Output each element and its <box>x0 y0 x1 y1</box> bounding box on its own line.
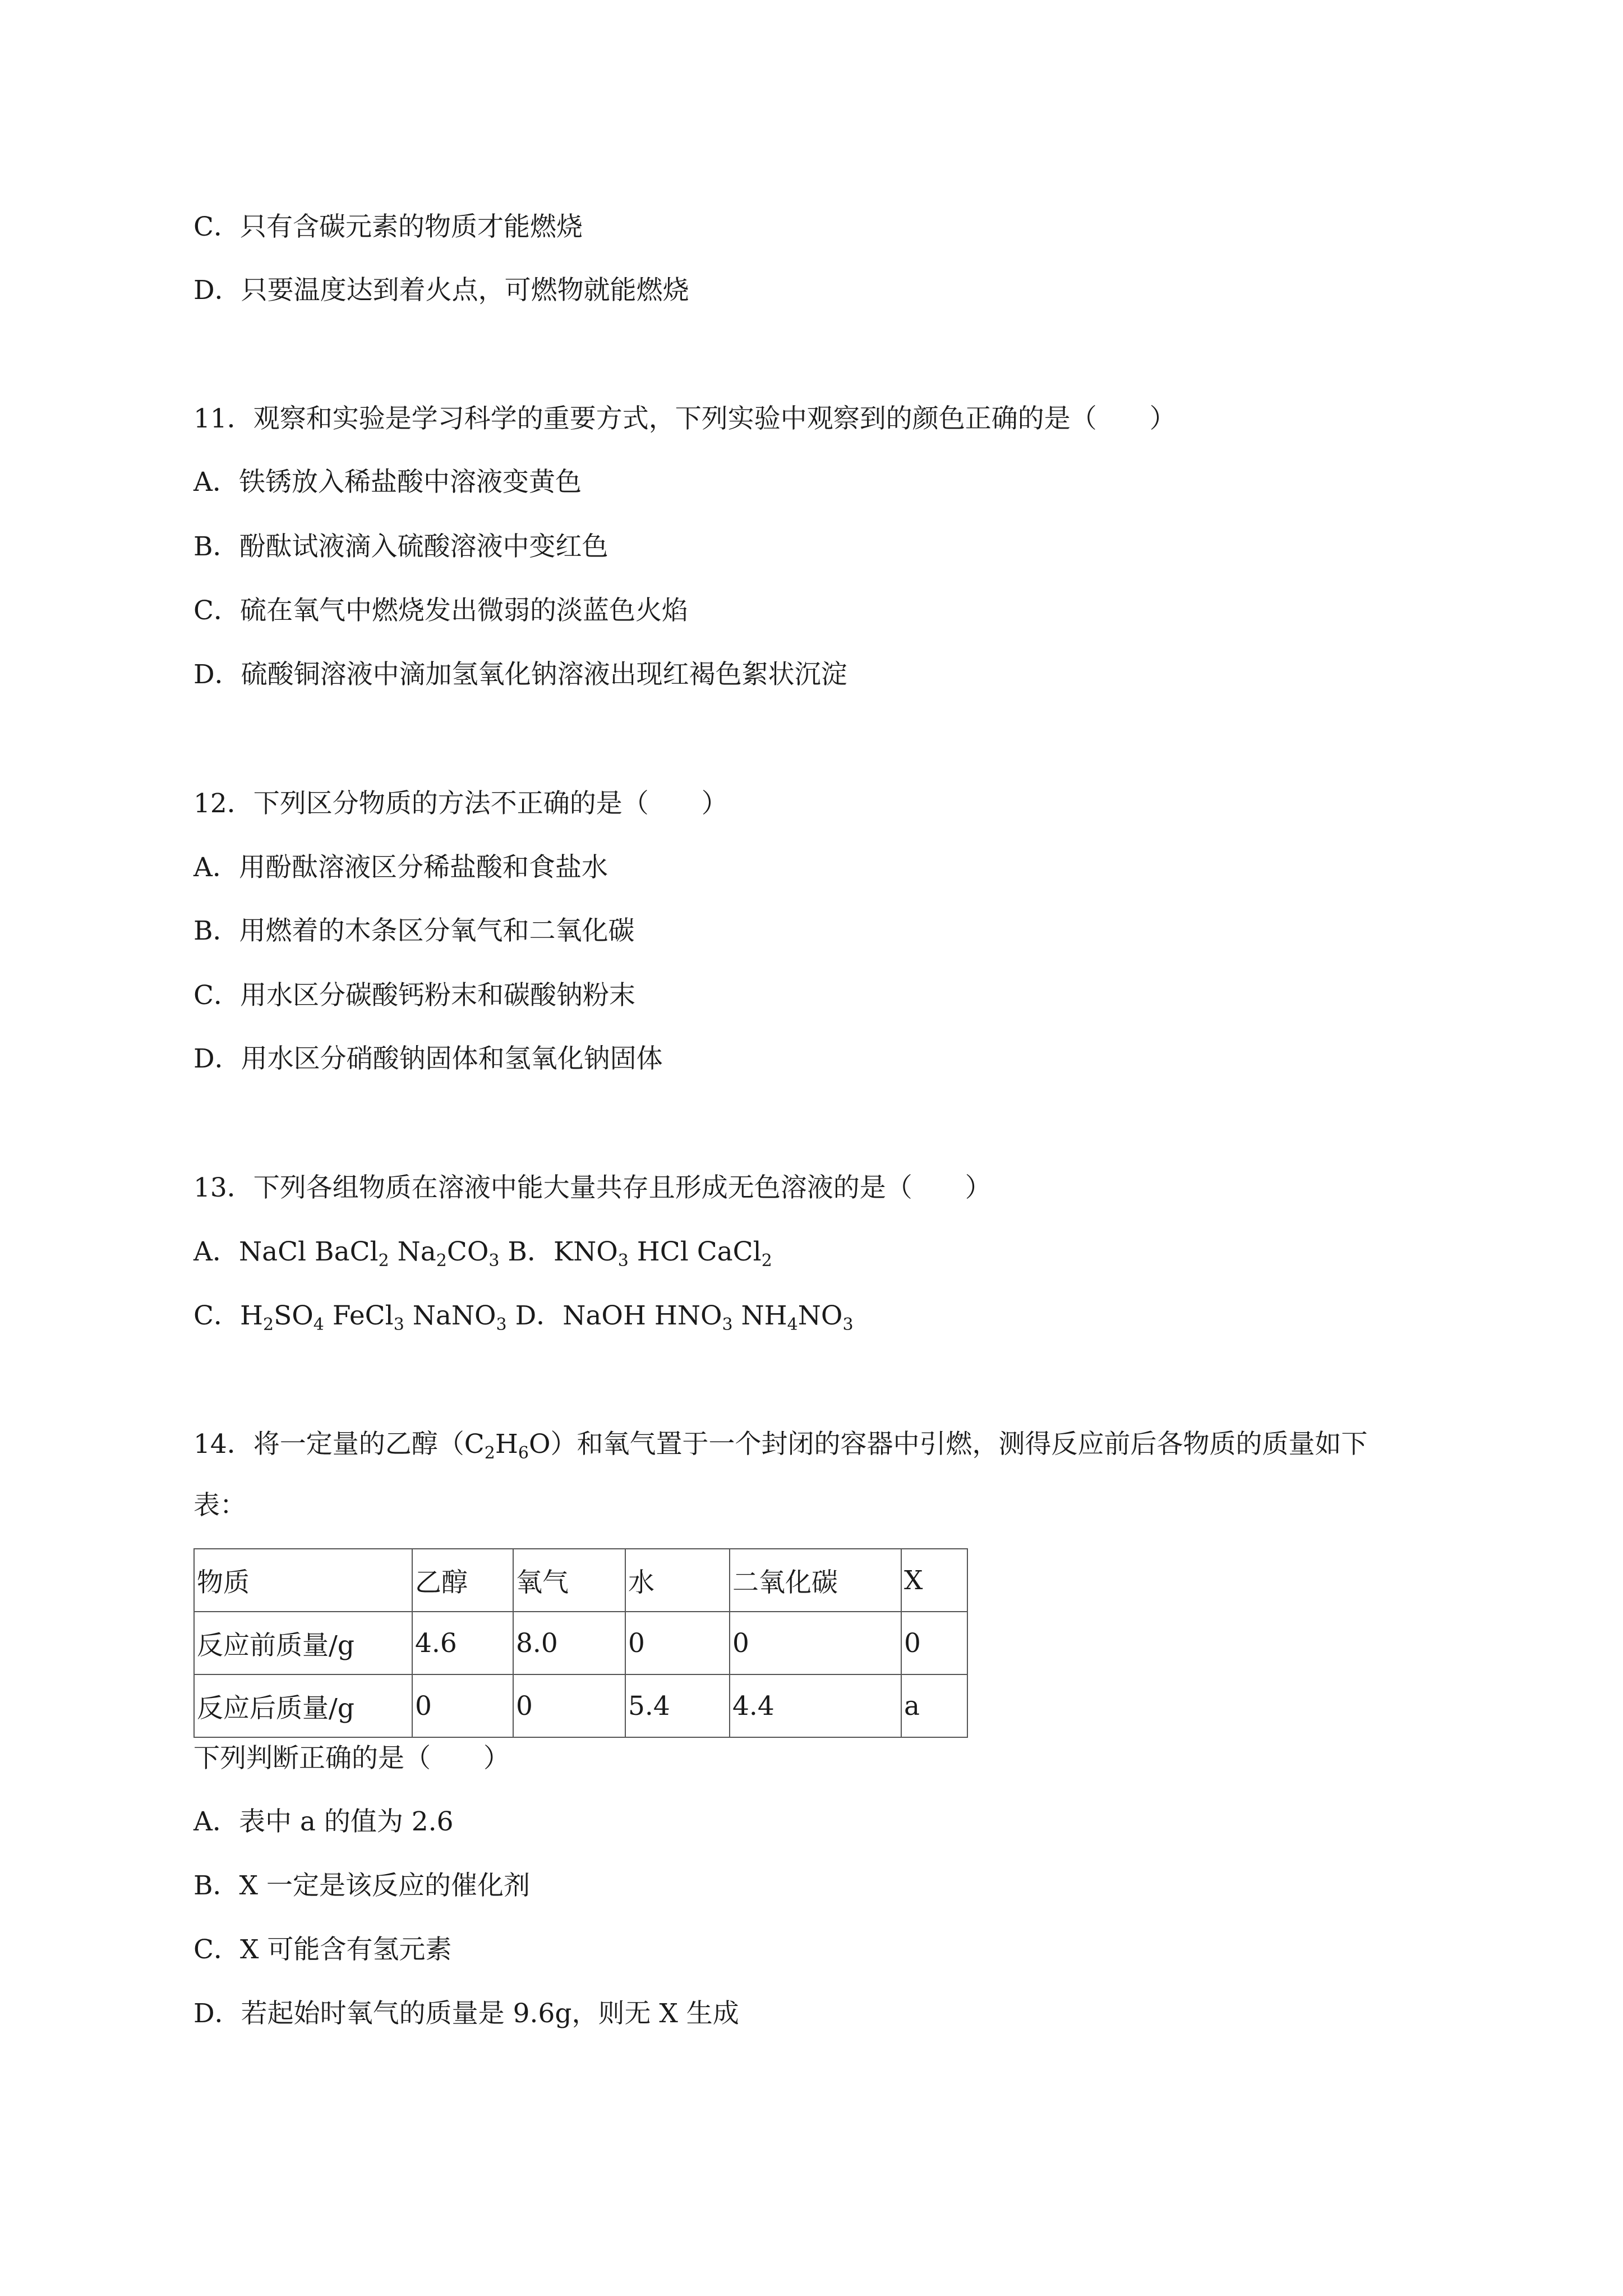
q14-option-d: D．若起始时氧气的质量是 9.6g，则无 X 生成 <box>193 1998 739 2029</box>
q14-option-a: A．表中 a 的值为 2.6 <box>193 1806 454 1837</box>
q12-option-d: D．用水区分硝酸钠固体和氢氧化钠固体 <box>193 1043 663 1074</box>
q14-stem-line2: 表： <box>193 1490 246 1521</box>
q12-option-a: A．用酚酞溶液区分稀盐酸和食盐水 <box>193 852 608 883</box>
q14-stem-line1: 14．将一定量的乙醇$(C_2H_6O)$和氧气置于一个封闭的容器中引燃，测得反应前后各物质的质量如下 <box>193 1429 1368 1463</box>
q13-option-b-label: B． <box>508 1236 554 1267</box>
q14-option-b: B．X 一定是该反应的催化剂 <box>193 1870 530 1901</box>
q10-option-d: D．只要温度达到着火点，可燃物就能燃烧 <box>193 275 689 306</box>
q14-stem-start: 14．将一定量的乙醇（C <box>193 1429 485 1460</box>
table-cell: a <box>901 1674 967 1737</box>
table-cell: 5.4 <box>625 1674 730 1737</box>
table-cell: 4.4 <box>730 1674 901 1737</box>
table-cell: 0 <box>901 1612 967 1674</box>
table-header-cell: 乙醇 <box>412 1549 513 1612</box>
table-cell: 0 <box>412 1674 513 1737</box>
table-cell: 反应前质量/g <box>194 1612 412 1674</box>
table-header-cell: 氧气 <box>513 1549 625 1612</box>
q11-option-d: D．硫酸铜溶液中滴加氢氧化钠溶液出现红褐色絮状沉淀 <box>193 659 847 690</box>
table-cell: 8.0 <box>513 1612 625 1674</box>
q13-options-cd: C．$H_2SO_4$ FeCl$_3$ NaNO$_3$ D．NaOH $HNO_3$ $NH_4NO_3$ <box>193 1300 854 1335</box>
table-header-cell: 水 <box>625 1549 730 1612</box>
table-header-cell: X <box>901 1549 967 1612</box>
table-header-cell: 物质 <box>194 1549 412 1612</box>
q14-prompt: 下列判断正确的是（ ） <box>193 1743 510 1774</box>
table-header-cell: 二氧化碳 <box>730 1549 901 1612</box>
q12-option-c: C．用水区分碳酸钙粉末和碳酸钠粉末 <box>193 980 635 1011</box>
table-row <box>194 1612 967 1674</box>
table-row <box>194 1674 967 1737</box>
q11-stem: 11．观察和实验是学习科学的重要方式，下列实验中观察到的颜色正确的是（ ） <box>193 403 1176 434</box>
table-cell: 0 <box>513 1674 625 1737</box>
q13-option-d-label: D． <box>515 1300 563 1331</box>
q13-option-c-label: C． <box>193 1300 240 1331</box>
table-cell: 0 <box>730 1612 901 1674</box>
q11-option-a: A．铁锈放入稀盐酸中溶液变黄色 <box>193 467 582 498</box>
q10-option-c: C．只有含碳元素的物质才能燃烧 <box>193 211 583 242</box>
table-cell: 反应后质量/g <box>194 1674 412 1737</box>
q14-option-c: C．X 可能含有氢元素 <box>193 1934 452 1965</box>
q11-option-b: B．酚酞试液滴入硫酸溶液中变红色 <box>193 531 608 562</box>
q14-stem-end: O）和氧气置于一个封闭的容器中引燃，测得反应前后各物质的质量如下 <box>528 1429 1368 1460</box>
mass-table <box>193 1548 968 1738</box>
q13-options-ab: A．NaCl BaCl$_2$ $Na_2CO_3$ B．$KNO_3$ HCl CaCl$_2$ <box>193 1236 772 1271</box>
table-cell: 4.6 <box>412 1612 513 1674</box>
table-cell: 0 <box>625 1612 730 1674</box>
q11-option-c: C．硫在氧气中燃烧发出微弱的淡蓝色火焰 <box>193 595 688 626</box>
q13-option-a-label: A． <box>193 1236 239 1267</box>
table-header-row <box>194 1549 967 1612</box>
q12-stem: 12．下列区分物质的方法不正确的是（ ） <box>193 788 728 819</box>
q13-stem: 13．下列各组物质在溶液中能大量共存且形成无色溶液的是（ ） <box>193 1172 992 1203</box>
q12-option-b: B．用燃着的木条区分氧气和二氧化碳 <box>193 915 635 946</box>
